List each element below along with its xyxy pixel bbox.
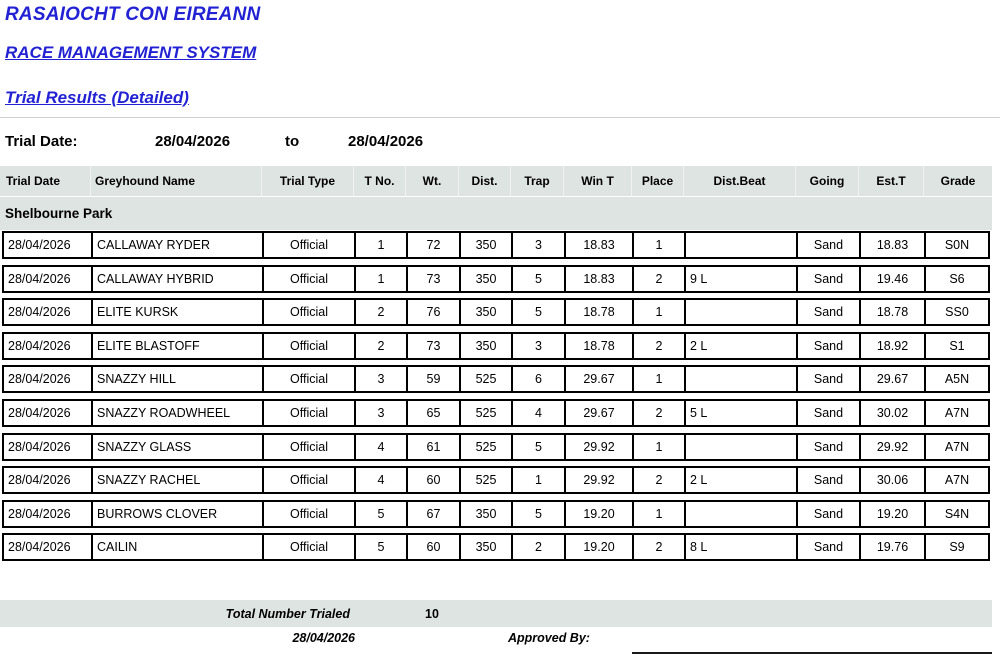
- cell-wt: 73: [408, 334, 461, 358]
- cell-dist: 525: [461, 401, 513, 425]
- cell-win-t: 18.78: [566, 300, 634, 324]
- cell-trial-type: Official: [264, 367, 356, 391]
- table-row: [2, 365, 990, 393]
- cell-greyhound-name: SNAZZY HILL: [93, 367, 264, 391]
- cell-win-t: 29.67: [566, 367, 634, 391]
- cell-grade: S6: [949, 271, 965, 286]
- cell-grade: SS0: [945, 305, 969, 320]
- cell-trial-date: 28/04/2026: [4, 233, 93, 257]
- col-header-dist: Dist.: [459, 166, 511, 196]
- cell-dist-beat: [686, 502, 798, 526]
- cell-est-t: 18.92: [861, 334, 926, 358]
- cell-grade: A7N: [944, 405, 970, 420]
- cell-trap: 1: [513, 468, 566, 492]
- cell-dist: 350: [461, 334, 513, 358]
- cell-win-t: 29.92: [566, 435, 634, 459]
- cell-going: Sand: [798, 502, 861, 526]
- cell-wt: 60: [408, 468, 461, 492]
- cell-greyhound-name: CAILIN: [93, 535, 264, 559]
- cell-win-t: 29.67: [566, 401, 634, 425]
- cell-trial-type: Official: [264, 502, 356, 526]
- cell-trial-date: 28/04/2026: [4, 468, 93, 492]
- cell-trap: 5: [513, 300, 566, 324]
- cell-t-no: 4: [356, 435, 408, 459]
- cell-trial-type: Official: [264, 334, 356, 358]
- cell-trap: 6: [513, 367, 566, 391]
- cell-dist: 350: [461, 535, 513, 559]
- cell-greyhound-name: SNAZZY RACHEL: [93, 468, 264, 492]
- cell-dist-beat: [686, 233, 798, 257]
- trial-date-to-label: to: [285, 133, 300, 150]
- col-header-grade: Grade: [940, 174, 976, 188]
- cell-going: Sand: [798, 300, 861, 324]
- footer-date: 28/04/2026: [292, 631, 355, 645]
- cell-trial-type: Official: [264, 401, 356, 425]
- cell-trial-date: 28/04/2026: [4, 502, 93, 526]
- cell-wt: 60: [408, 535, 461, 559]
- table-row: [2, 265, 990, 293]
- cell-win-t: 18.83: [566, 267, 634, 291]
- cell-going: Sand: [798, 334, 861, 358]
- col-header-dist-beat: Dist.Beat: [684, 166, 796, 196]
- cell-est-t: 19.76: [861, 535, 926, 559]
- cell-win-t: 29.92: [566, 468, 634, 492]
- approved-by-label: Approved By:: [508, 631, 590, 645]
- cell-place: 2: [634, 267, 686, 291]
- cell-trial-date: 28/04/2026: [4, 401, 93, 425]
- trial-rows: [2, 231, 990, 567]
- cell-dist-beat: 9 L: [686, 267, 798, 291]
- cell-t-no: 2: [356, 300, 408, 324]
- cell-greyhound-name: SNAZZY ROADWHEEL: [93, 401, 264, 425]
- cell-grade: S0N: [944, 238, 970, 252]
- table-row: [2, 332, 990, 360]
- cell-wt: 61: [408, 435, 461, 459]
- col-header-trial-date: Trial Date: [2, 166, 91, 196]
- cell-trap: 5: [513, 435, 566, 459]
- cell-t-no: 3: [356, 401, 408, 425]
- cell-place: 2: [634, 468, 686, 492]
- cell-est-t: 19.20: [861, 502, 926, 526]
- cell-place: 1: [634, 502, 686, 526]
- cell-est-t: 18.78: [861, 300, 926, 324]
- cell-est-t: 19.46: [861, 267, 926, 291]
- system-title: RACE MANAGEMENT SYSTEM: [5, 43, 257, 62]
- cell-grade: S1: [949, 338, 965, 353]
- cell-t-no: 5: [356, 535, 408, 559]
- cell-dist-beat: 8 L: [686, 535, 798, 559]
- cell-dist: 350: [461, 267, 513, 291]
- cell-win-t: 18.78: [566, 334, 634, 358]
- cell-wt: 59: [408, 367, 461, 391]
- cell-trial-type: Official: [264, 435, 356, 459]
- cell-trial-date: 28/04/2026: [4, 367, 93, 391]
- cell-grade: S4N: [944, 506, 970, 521]
- cell-trap: 2: [513, 535, 566, 559]
- cell-trial-type: Official: [264, 233, 356, 257]
- table-row: [2, 231, 990, 259]
- col-header-t-no: T No.: [354, 166, 406, 196]
- cell-trial-date: 28/04/2026: [4, 535, 93, 559]
- col-header-greyhound-name: Greyhound Name: [91, 166, 262, 196]
- cell-dist: 525: [461, 435, 513, 459]
- col-header-wt: Wt.: [406, 166, 459, 196]
- cell-going: Sand: [798, 468, 861, 492]
- table-row: [2, 500, 990, 528]
- table-row: [2, 298, 990, 326]
- cell-trial-type: Official: [264, 267, 356, 291]
- cell-est-t: 29.67: [861, 367, 926, 391]
- trial-date-from: 28/04/2026: [155, 133, 231, 150]
- table-row: [2, 533, 990, 561]
- col-header-est-t: Est.T: [859, 166, 924, 196]
- cell-dist-beat: [686, 435, 798, 459]
- cell-place: 1: [634, 435, 686, 459]
- org-title: RASAIOCHT CON EIREANN: [5, 4, 261, 25]
- table-row: [2, 466, 990, 494]
- cell-win-t: 19.20: [566, 502, 634, 526]
- cell-t-no: 3: [356, 367, 408, 391]
- cell-t-no: 1: [356, 267, 408, 291]
- cell-place: 1: [634, 233, 686, 257]
- cell-trap: 5: [513, 502, 566, 526]
- cell-place: 1: [634, 367, 686, 391]
- cell-greyhound-name: CALLAWAY RYDER: [93, 233, 264, 257]
- cell-dist: 350: [461, 233, 513, 257]
- cell-t-no: 2: [356, 334, 408, 358]
- cell-trial-type: Official: [264, 468, 356, 492]
- cell-t-no: 5: [356, 502, 408, 526]
- cell-going: Sand: [798, 535, 861, 559]
- total-trialed-label: Total Number Trialed: [225, 606, 350, 621]
- cell-place: 1: [634, 300, 686, 324]
- cell-trap: 3: [513, 233, 566, 257]
- cell-t-no: 4: [356, 468, 408, 492]
- track-name: Shelbourne Park: [5, 206, 113, 221]
- cell-est-t: 30.06: [861, 468, 926, 492]
- col-header-win-t: Win T: [564, 166, 632, 196]
- cell-dist-beat: 5 L: [686, 401, 798, 425]
- signature-line: [632, 652, 992, 654]
- cell-dist: 350: [461, 502, 513, 526]
- cell-greyhound-name: ELITE KURSK: [93, 300, 264, 324]
- cell-greyhound-name: SNAZZY GLASS: [93, 435, 264, 459]
- trial-date-label: Trial Date:: [5, 133, 78, 150]
- cell-dist-beat: 2 L: [686, 468, 798, 492]
- trial-date-filter: [0, 133, 1000, 153]
- cell-grade: A7N: [944, 439, 970, 454]
- cell-dist: 350: [461, 300, 513, 324]
- cell-trap: 3: [513, 334, 566, 358]
- cell-grade: A7N: [944, 473, 970, 488]
- col-header-place: Place: [632, 166, 684, 196]
- cell-place: 2: [634, 334, 686, 358]
- table-row: [2, 399, 990, 427]
- cell-dist: 525: [461, 367, 513, 391]
- cell-dist-beat: 2 L: [686, 334, 798, 358]
- cell-going: Sand: [798, 233, 861, 257]
- cell-wt: 67: [408, 502, 461, 526]
- cell-greyhound-name: BURROWS CLOVER: [93, 502, 264, 526]
- report-title: Trial Results (Detailed): [5, 88, 189, 107]
- col-header-trap: Trap: [511, 166, 564, 196]
- cell-dist-beat: [686, 300, 798, 324]
- table-column-header: [0, 166, 992, 196]
- cell-trial-date: 28/04/2026: [4, 267, 93, 291]
- title-divider: [0, 117, 1000, 118]
- table-row: [2, 433, 990, 461]
- cell-trap: 4: [513, 401, 566, 425]
- cell-trial-type: Official: [264, 300, 356, 324]
- col-header-going: Going: [796, 166, 859, 196]
- cell-wt: 72: [408, 233, 461, 257]
- cell-trial-date: 28/04/2026: [4, 300, 93, 324]
- cell-win-t: 18.83: [566, 233, 634, 257]
- cell-dist: 525: [461, 468, 513, 492]
- cell-est-t: 18.83: [861, 233, 926, 257]
- cell-greyhound-name: ELITE BLASTOFF: [93, 334, 264, 358]
- cell-win-t: 19.20: [566, 535, 634, 559]
- footer-line: [0, 631, 992, 651]
- track-group-header: [0, 197, 992, 230]
- cell-going: Sand: [798, 435, 861, 459]
- cell-going: Sand: [798, 267, 861, 291]
- trial-date-to: 28/04/2026: [348, 133, 424, 150]
- cell-going: Sand: [798, 367, 861, 391]
- cell-trial-date: 28/04/2026: [4, 435, 93, 459]
- cell-trial-type: Official: [264, 535, 356, 559]
- cell-greyhound-name: CALLAWAY HYBRID: [93, 267, 264, 291]
- cell-grade: S9: [949, 540, 965, 555]
- total-band: [0, 600, 992, 627]
- cell-grade: A5N: [944, 372, 970, 387]
- cell-wt: 65: [408, 401, 461, 425]
- cell-place: 2: [634, 535, 686, 559]
- cell-dist-beat: [686, 367, 798, 391]
- col-header-trial-type: Trial Type: [262, 166, 354, 196]
- cell-t-no: 1: [356, 233, 408, 257]
- cell-going: Sand: [798, 401, 861, 425]
- cell-trap: 5: [513, 267, 566, 291]
- total-trialed-value: 10: [425, 606, 439, 621]
- cell-wt: 76: [408, 300, 461, 324]
- cell-est-t: 29.92: [861, 435, 926, 459]
- cell-place: 2: [634, 401, 686, 425]
- cell-trial-date: 28/04/2026: [4, 334, 93, 358]
- cell-wt: 73: [408, 267, 461, 291]
- cell-est-t: 30.02: [861, 401, 926, 425]
